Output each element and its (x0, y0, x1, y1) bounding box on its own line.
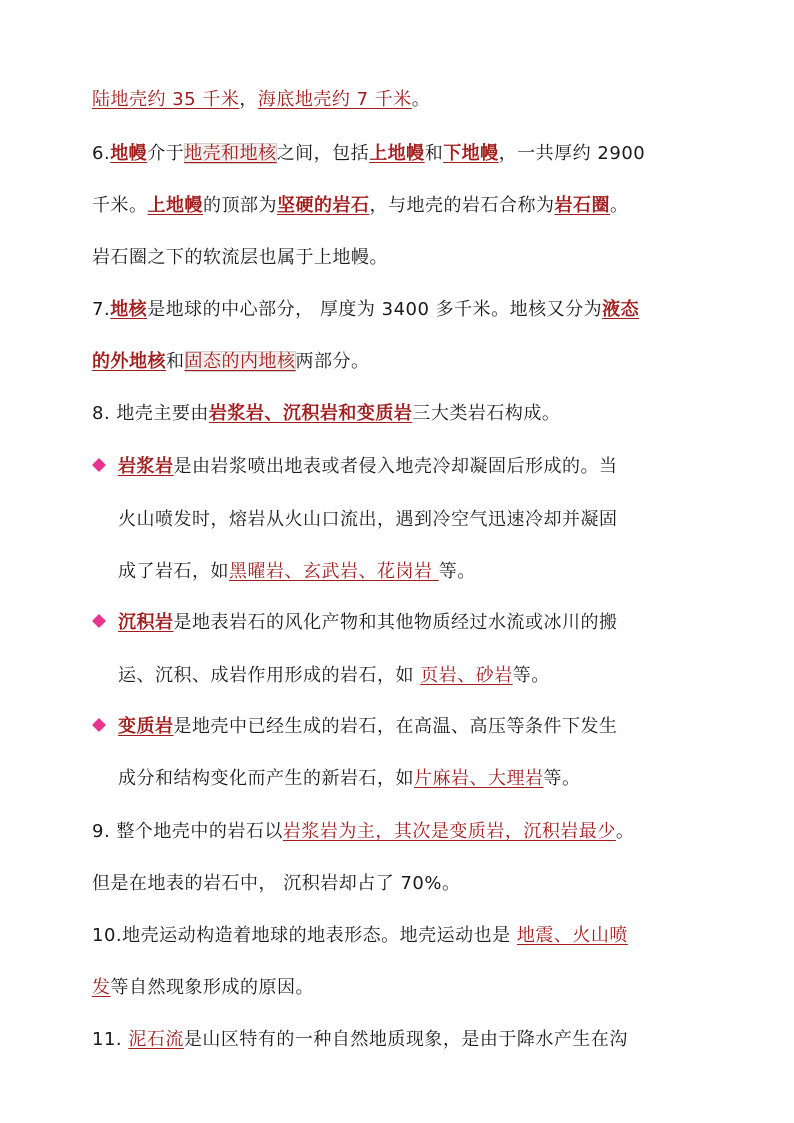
body-text: 火山喷发时，熔岩从火山口流出，遇到冷空气迅速冷却并凝固 (118, 509, 618, 530)
body-text: 是地表岩石的风化产物和其他物质经过水流或冰川的搬 (173, 612, 618, 633)
body-text: 等。 (438, 561, 476, 582)
body-text: 8. 地壳主要由 (92, 403, 209, 424)
body-text: 和 (424, 143, 444, 164)
text-line (118, 659, 550, 693)
highlighted-term: 坚硬的岩石 (277, 195, 370, 216)
text-line (92, 867, 460, 901)
highlighted-term: 地幔 (110, 143, 148, 164)
highlighted-term: 地震、火山喷 (516, 925, 628, 946)
body-text: 运、沉积、成岩作用形成的岩石，如 (118, 665, 421, 686)
text-line (92, 919, 628, 953)
body-text: 成分和结构变化而产生的新岩石，如 (118, 768, 414, 789)
body-text: 等。 (512, 665, 550, 686)
highlighted-term: 的外地核 (92, 351, 166, 372)
text-line (92, 815, 634, 849)
text-line (92, 137, 645, 171)
body-text: 介于 (147, 143, 185, 164)
body-text: 。 (610, 195, 629, 216)
body-text: 是由岩浆喷出地表或者侵入地壳冷却凝固后形成的。当 (173, 456, 618, 477)
highlighted-term: 岩石圈 (554, 195, 610, 216)
diamond-bullet-icon (92, 718, 106, 732)
body-text: 11. (92, 1029, 129, 1050)
highlighted-term: 泥石流 (128, 1029, 184, 1050)
body-text: 等自然现象形成的原因。 (110, 977, 314, 998)
body-text: ，与地壳的岩石合称为 (369, 195, 555, 216)
highlighted-term: 固态的内地核 (184, 351, 296, 372)
highlighted-term: 下地幔 (443, 143, 499, 164)
text-line (92, 397, 560, 431)
text-line (118, 762, 581, 796)
text-line (118, 503, 618, 537)
body-text: ， (239, 89, 258, 110)
body-text: 等。 (543, 768, 581, 789)
body-text: 两部分。 (295, 351, 370, 372)
body-text: 9. 整个地壳中的岩石以 (92, 821, 283, 842)
body-text: 。 (411, 89, 431, 110)
text-line (92, 241, 388, 275)
body-text: 是地球的中心部分， 厚度为 3400 多千米。地核又分为 (147, 299, 603, 320)
body-text: 岩石圈之下的软流层也属于上地幔。 (92, 247, 388, 268)
body-text: 6. (92, 143, 111, 164)
highlighted-term: 上地幔 (147, 195, 203, 216)
body-text: 千米。 (92, 195, 148, 216)
highlighted-term: 沉积岩 (118, 612, 174, 633)
bullet-item-sedimentary (92, 606, 618, 640)
diamond-bullet-icon (92, 458, 106, 472)
highlighted-term: 变质岩 (118, 716, 174, 737)
highlighted-term: 上地幔 (369, 143, 425, 164)
body-text: 的顶部为 (203, 195, 277, 216)
highlighted-term: 岩浆岩 (118, 456, 174, 477)
body-text: ，一共厚约 2900 (498, 143, 646, 164)
body-text: 成了岩石，如 (118, 561, 229, 582)
text-line (92, 189, 629, 223)
body-text: 三大类岩石构成。 (412, 403, 561, 424)
text-line (92, 345, 370, 379)
highlighted-term: 片麻岩、大理岩 (414, 768, 544, 789)
body-text: 之间，包括 (276, 143, 370, 164)
bullet-item-igneous (92, 450, 618, 484)
bullet-item-metamorphic (92, 710, 618, 744)
body-text: 是地壳中已经生成的岩石，在高温、高压等条件下发生 (173, 716, 618, 737)
text-line (118, 555, 476, 589)
body-text: 10.地壳运动构造着地球的地表形态。地壳运动也是 (92, 925, 517, 946)
highlighted-term: 岩浆岩、沉积岩和变质岩 (208, 403, 413, 424)
highlighted-term: 海底地壳约 7 千米 (257, 89, 412, 110)
highlighted-term: 液态 (602, 299, 640, 320)
highlighted-term: 发 (92, 977, 111, 998)
body-text: 和 (166, 351, 185, 372)
highlighted-term: 陆地壳约 35 千米 (92, 89, 240, 110)
text-line (92, 293, 639, 327)
highlighted-term: 地壳和地核 (184, 143, 277, 164)
text-line (92, 971, 314, 1005)
highlighted-term: 岩浆岩为主，其次是变质岩，沉积岩最少 (282, 821, 616, 842)
highlighted-term: 页岩、砂岩 (420, 665, 513, 686)
body-text: 7. (92, 299, 111, 320)
body-text: 。 (615, 821, 635, 842)
text-line (92, 1023, 628, 1057)
body-text: 是山区特有的一种自然地质现象，是由于降水产生在沟 (183, 1029, 628, 1050)
diamond-bullet-icon (92, 614, 106, 628)
body-text: 但是在地表的岩石中， 沉积岩却占了 70%。 (92, 873, 461, 894)
text-line (92, 83, 430, 117)
highlighted-term: 黑曜岩、玄武岩、花岗岩 (229, 561, 439, 582)
highlighted-term: 地核 (110, 299, 148, 320)
